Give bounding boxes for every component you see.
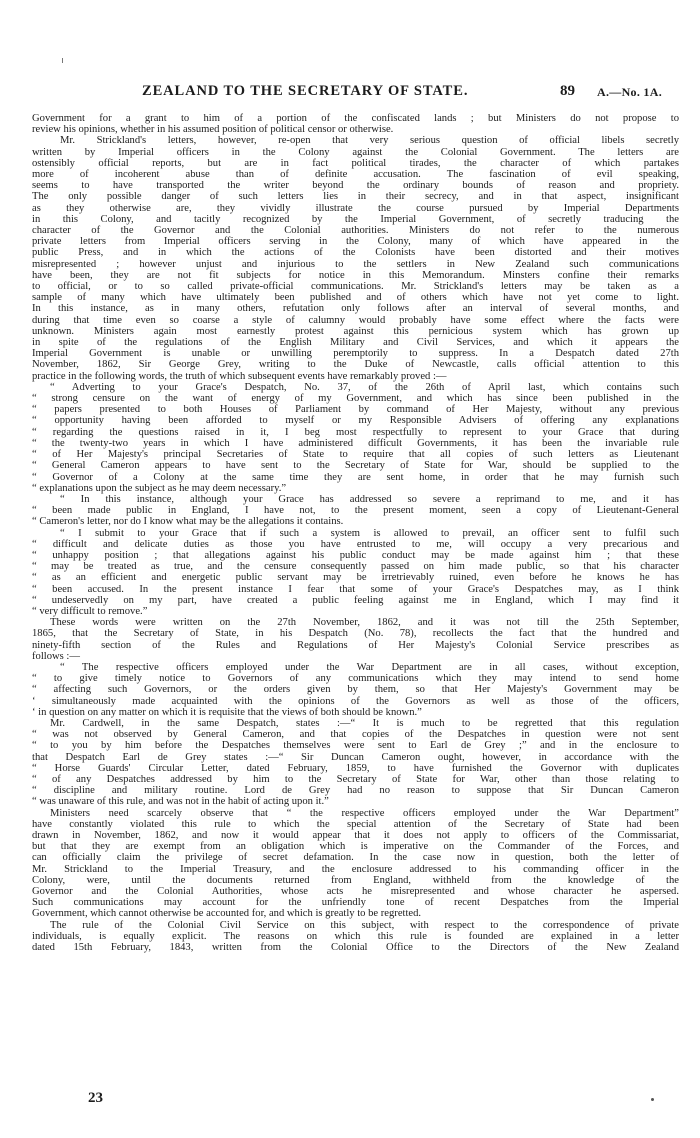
text-line: “ been accused. In the present instance I fear that some of your Grace's Despatches may, as I think: [32, 583, 679, 595]
text-line: have been, they are not fit subjects for notice in this Memorandum. Minsters confine their remarks: [32, 269, 679, 281]
text-line: practice in the following words, the truth of which subsequent events have remarkably proved :—: [32, 370, 447, 382]
page-number: 89: [560, 83, 575, 99]
text-line: “ Cameron's letter, nor do I know what may be the allegations it contains.: [32, 516, 344, 528]
text-line: “ Horse Guards' Circular Letter, dated February, 1859, to have furnished the Governor with duplicates: [32, 762, 679, 774]
text-line: follows :—: [32, 650, 80, 662]
text-line: “ I submit to your Grace that if such a system is allowed to prevail, an officer sent to fulfil such: [60, 527, 679, 539]
text-line: Such communications may account for the unfriendly tone of recent Despatches from the Imperial: [32, 897, 679, 909]
text-line: Governor and the Colonial Authorities, whose acts he misrepresented and whose character he aspersed.: [32, 886, 679, 898]
text-line: “ as an efficient and energetic public servant may be irretrievably ruined, even before he knows he has: [32, 572, 679, 584]
text-line: “ Adverting to your Grace's Despatch, No. 37, of the 26th of April last, which contains such: [50, 381, 679, 393]
text-line: 1865, that the Secretary of State, in his Despatch (No. 78), recollects the fact that the hundred and: [32, 628, 679, 640]
text-line: can officially claim the privilege of secret defamation. In the case now in question, both the letter of: [32, 852, 679, 864]
text-line: review his opinions, whether in his assumed position of political censor or otherwise.: [32, 124, 394, 136]
text-line: “ may be treated as true, and the censure consequently passed on him made public, so that his character: [32, 561, 679, 573]
text-line: “ Governor of a Colony at the same time they are sent home, in order that he may furnish such: [32, 471, 679, 483]
header-title: ZEALAND TO THE SECRETARY OF STATE.: [142, 83, 469, 99]
margin-dot: [651, 1098, 654, 1101]
margin-mark: [62, 58, 63, 63]
text-line: character of the Governor and the Colonial authorities. Ministers do not refer to the numerous: [32, 225, 679, 237]
text-line: “ to give timely notice to Governors of any communications which they may intend to send home: [32, 673, 679, 685]
text-line: private letters from Imperial officers serving in the Colony, many of which have appeared in the: [32, 236, 679, 248]
text-line: Government for a grant to him of a portion of the confiscated lands ; but Ministers do not propose to: [32, 113, 679, 124]
text-line: Mr. Strickland to the Imperial Treasury, and the enclosure addressed to his commanding officer in the: [32, 863, 679, 875]
text-line: dated 15th February, 1843, written from the Colonial Office to the Directors of the New Zealand: [32, 942, 679, 954]
text-line: “ unhappy position ; that allegations against his public conduct may be made against him ; that these: [32, 549, 679, 561]
text-line: that Despatch Earl de Grey states :—“ Sir Duncan Cameron ought, however, in accordance with the: [32, 751, 679, 763]
body-text: [32, 113, 679, 953]
text-line: “ was unaware of this rule, and was not in the habit of acting upon it.”: [32, 796, 329, 808]
text-line: as they otherwise are, they vividly illustrate the course pursued by Imperial Departments: [32, 202, 679, 214]
text-line: have constantly violated this rule to which the special attention of the Secretary of State had been: [32, 818, 679, 830]
running-header: [32, 83, 682, 103]
text-line: “ strong censure on the want of energy of my Government, and which has since been published in the: [32, 393, 679, 405]
document-reference: A.—No. 1A.: [597, 85, 662, 99]
text-line: These words were written on the 27th November, 1862, and it was not till the 25th September,: [50, 617, 679, 629]
text-line: The rule of the Colonial Civil Service on this subject, with respect to the correspondence of private: [50, 919, 679, 931]
text-line: public Press, and in which the actions of the Colonists have been distorted and their motives: [32, 247, 679, 259]
text-line: drawn in November, 1862, and now it would appear that it does not apply to officers of the Commissariat,: [32, 830, 679, 841]
text-line: to official, or to so called private-official communications. Mr. Strickland's letters may be taken as a: [32, 281, 679, 293]
text-line: “ The respective officers employed under the War Department are in all cases, without exception,: [60, 661, 679, 673]
text-line: seems to have transported the writer beyond the ordinary bounds of reason and propriety.: [32, 180, 679, 192]
text-line: in spite of the regulations of the English Military and Civil Services, and which it appears the: [32, 337, 679, 349]
text-line: but that they are exempt from an obligation which is imperative on the Commander of the Forces, and: [32, 841, 679, 853]
text-line: sample of many which have ultimately been published and of others which have not yet come to light.: [32, 292, 679, 304]
text-line: The only possible danger of such letters lies in their secrecy, and in that aspect, insignificant: [32, 191, 679, 203]
text-line: “ In this instance, although your Grace has addressed so severe a reprimand to me, and it has: [60, 493, 679, 505]
text-line: written by Imperial officers in the Colony against the Colonial Government. The letters are: [32, 146, 679, 158]
text-line: Imperial Government is unable or unwilling peremptorily to suppress. In a Despatch dated 27th: [32, 348, 679, 360]
text-line: Mr. Strickland's letters, however, re-open that very serious question of official libels secretly: [60, 135, 679, 147]
text-line: unknown. Ministers again most earnestly protest against this pernicious system which has grown up: [32, 325, 679, 337]
text-line: Government, which cannot otherwise be accounted for, and which is greatly to be regretted.: [32, 908, 422, 920]
text-line: ‘ in question on any matter on which it is requisite that the views of both should be known.”: [32, 706, 422, 718]
text-line: Mr. Cardwell, in the same Despatch, states :—“ It is much to be regretted that this regulation: [50, 717, 679, 729]
text-line: “ of Her Majesty's principal Secretaries of State to require that all copies of such letters as Lieutenant: [32, 449, 679, 461]
text-line: “ to you by him before the Despatches themselves were sent to Earl de Grey ;” and in the enclosure to: [32, 740, 679, 752]
text-line: Colony, were, until the documents returned from England, withheld from the knowledge of the: [32, 874, 679, 886]
text-line: “ was not observed by General Cameron, and that copies of the Despatches in question were not sent: [32, 729, 679, 741]
text-line: ninety-fifth section of the Rules and Regulations of Her Majesty's Colonial Service prescribes as: [32, 639, 679, 651]
text-line: during that time even so coarse a style of calumny would probably have some effect where the facts were: [32, 314, 679, 326]
text-line: in this Colony, and tacitly recognized by the Imperial Government, of secretly traducing the: [32, 213, 679, 225]
text-line: “ papers presented to both Houses of Parliament by command of Her Majesty, without any previous: [32, 404, 679, 416]
text-line: “ discipline and military routine. Lord de Grey had no reason to suppose that Sir Duncan Cameron: [32, 785, 679, 797]
text-line: “ very difficult to remove.”: [32, 605, 148, 617]
text-line: “ of any Despatches addressed by him to the Secretary of State for War, other than those relating to: [32, 773, 679, 785]
text-line: misrepresented ; however unjust and injurious to the settlers in New Zealand such communications: [32, 258, 679, 270]
text-line: “ regarding the questions raised in it, I beg most respectfully to represent to your Grace that during: [32, 426, 679, 438]
text-line: “ General Cameron appears to have sent to the Secretary of State for War, should be supplied to the: [32, 460, 679, 472]
text-line: “ affecting such Governors, or the orders given by them, so that Her Majesty's Government may be: [32, 684, 679, 696]
text-line: individuals, is equally explicit. The reasons on which this rule is founded are explained in a letter: [32, 930, 679, 942]
text-line: In this instance, as in many others, refutation only follows after an interval of several months, and: [32, 303, 679, 315]
text-line: Ministers need scarcely observe that “ the respective officers employed under the War Department”: [50, 807, 679, 819]
text-line: “ the twenty-two years in which I have administered difficult Governments, it has been the invariable rule: [32, 437, 679, 449]
text-line: “ undeservedly on my part, have created a public feeling against me in England, which I may find it: [32, 594, 679, 606]
text-line: “ been made public in England, I have not, to the present moment, seen a copy of Lieutenant-General: [32, 505, 679, 517]
folio-number: 23: [88, 1090, 103, 1106]
text-line: ostensibly official reports, but are in fact political tirades, the character of which partakes: [32, 157, 679, 169]
text-line: ‘ simultaneously made acquainted with the opinions of the Governors as well as those of the officers,: [32, 695, 679, 707]
text-line: “ explanations upon the subject as he may deem necessary.”: [32, 482, 287, 494]
text-line: more of incoherent abuse than of definite accusation. The fascination of evil speaking,: [32, 169, 679, 181]
text-line: “ opportunity having been afforded to myself or my Responsible Advisers of offering any explanations: [32, 415, 679, 427]
text-line: “ difficult and delicate duties as those you have entrusted to me, will occupy a very precarious and: [32, 538, 679, 550]
text-line: November, 1862, Sir George Grey, writing to the Duke of Newcastle, calls official attention to this: [32, 359, 679, 371]
